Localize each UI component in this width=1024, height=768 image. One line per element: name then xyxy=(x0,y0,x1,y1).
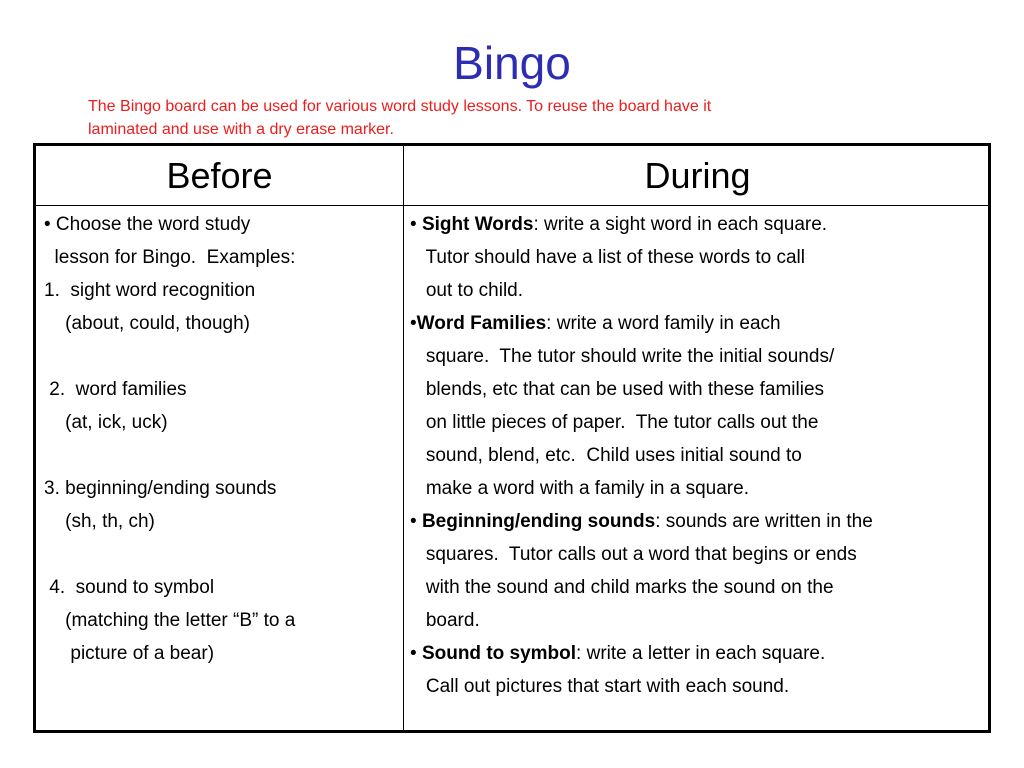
during-line-prefix xyxy=(410,676,426,697)
during-line xyxy=(410,307,873,340)
before-column xyxy=(44,206,295,670)
during-line xyxy=(410,274,873,307)
during-line-text: : write a letter in each square. xyxy=(576,643,826,664)
before-line: 1. sight word recognition xyxy=(44,280,256,301)
during-line xyxy=(410,340,873,373)
during-line-prefix xyxy=(410,379,426,400)
before-line: (sh, th, ch) xyxy=(44,511,155,532)
during-line-text: Tutor should have a list of these words to call xyxy=(425,247,805,268)
before-line: • Choose the word study xyxy=(44,214,251,235)
before-line: picture of a bear) xyxy=(44,643,215,664)
during-line xyxy=(410,208,873,241)
intro-line-2: laminated and use with a dry erase marker. xyxy=(88,121,394,138)
column-divider xyxy=(403,146,404,730)
during-line-text: board. xyxy=(425,610,480,631)
during-line-term: Word Families xyxy=(416,313,547,334)
during-line-prefix xyxy=(410,610,426,631)
during-line-text: blends, etc that can be used with these families xyxy=(425,379,825,400)
during-line-prefix xyxy=(410,280,426,301)
during-line xyxy=(410,406,873,439)
slide-title: Bingo xyxy=(453,37,571,89)
during-line xyxy=(410,538,873,571)
during-line-term: Sight Words xyxy=(421,214,534,235)
during-line-text: Call out pictures that start with each sound. xyxy=(425,676,790,697)
before-line xyxy=(44,439,295,472)
during-line-prefix xyxy=(410,544,426,565)
during-column xyxy=(410,206,873,703)
during-line xyxy=(410,571,873,604)
during-line xyxy=(410,472,873,505)
during-line xyxy=(410,439,873,472)
during-line-text: square. The tutor should write the initial sounds/ xyxy=(425,346,835,367)
intro-note xyxy=(88,95,948,141)
before-line: 3. beginning/ending sounds xyxy=(44,478,277,499)
during-line-text: make a word with a family in a square. xyxy=(425,478,749,499)
during-line-prefix xyxy=(410,478,426,499)
during-line xyxy=(410,637,873,670)
during-line-text: with the sound and child marks the sound on the xyxy=(425,577,834,598)
before-line xyxy=(44,538,295,571)
before-line: 2. word families xyxy=(44,379,187,400)
during-line-text: on little pieces of paper. The tutor calls out the xyxy=(425,412,819,433)
during-line-prefix xyxy=(410,412,426,433)
during-line xyxy=(410,604,873,637)
before-line: (at, ick, uck) xyxy=(44,412,168,433)
before-line: (about, could, though) xyxy=(44,313,250,334)
during-line xyxy=(410,670,873,703)
during-line-term: Beginning/ending sounds xyxy=(421,511,656,532)
during-line xyxy=(410,241,873,274)
bingo-table xyxy=(33,143,991,733)
during-line-prefix xyxy=(410,577,426,598)
during-line-text: out to child. xyxy=(425,280,524,301)
during-line xyxy=(410,373,873,406)
before-line xyxy=(44,340,295,373)
during-line-prefix xyxy=(410,346,426,367)
during-line-prefix xyxy=(410,247,426,268)
during-line-prefix: • xyxy=(410,214,422,235)
during-line-prefix xyxy=(410,445,426,466)
during-line-text: : write a sight word in each square. xyxy=(533,214,828,235)
during-line xyxy=(410,505,873,538)
during-line-text: squares. Tutor calls out a word that begins or ends xyxy=(425,544,857,565)
during-line-text: : write a word family in each xyxy=(546,313,781,334)
during-line-text: : sounds are written in the xyxy=(655,511,873,532)
before-line: 4. sound to symbol xyxy=(44,577,215,598)
during-line-prefix: • xyxy=(410,313,417,334)
before-line: (matching the letter “B” to a xyxy=(44,610,296,631)
before-line: lesson for Bingo. Examples: xyxy=(44,247,296,268)
intro-line-1: The Bingo board can be used for various word study lessons. To reuse the board have it xyxy=(88,98,712,115)
during-line-prefix: • xyxy=(410,643,422,664)
header-during: During xyxy=(644,154,751,196)
during-line-prefix: • xyxy=(410,511,422,532)
during-line-text: sound, blend, etc. Child uses initial sound to xyxy=(425,445,802,466)
header-before: Before xyxy=(166,154,273,196)
during-line-term: Sound to symbol xyxy=(421,643,577,664)
